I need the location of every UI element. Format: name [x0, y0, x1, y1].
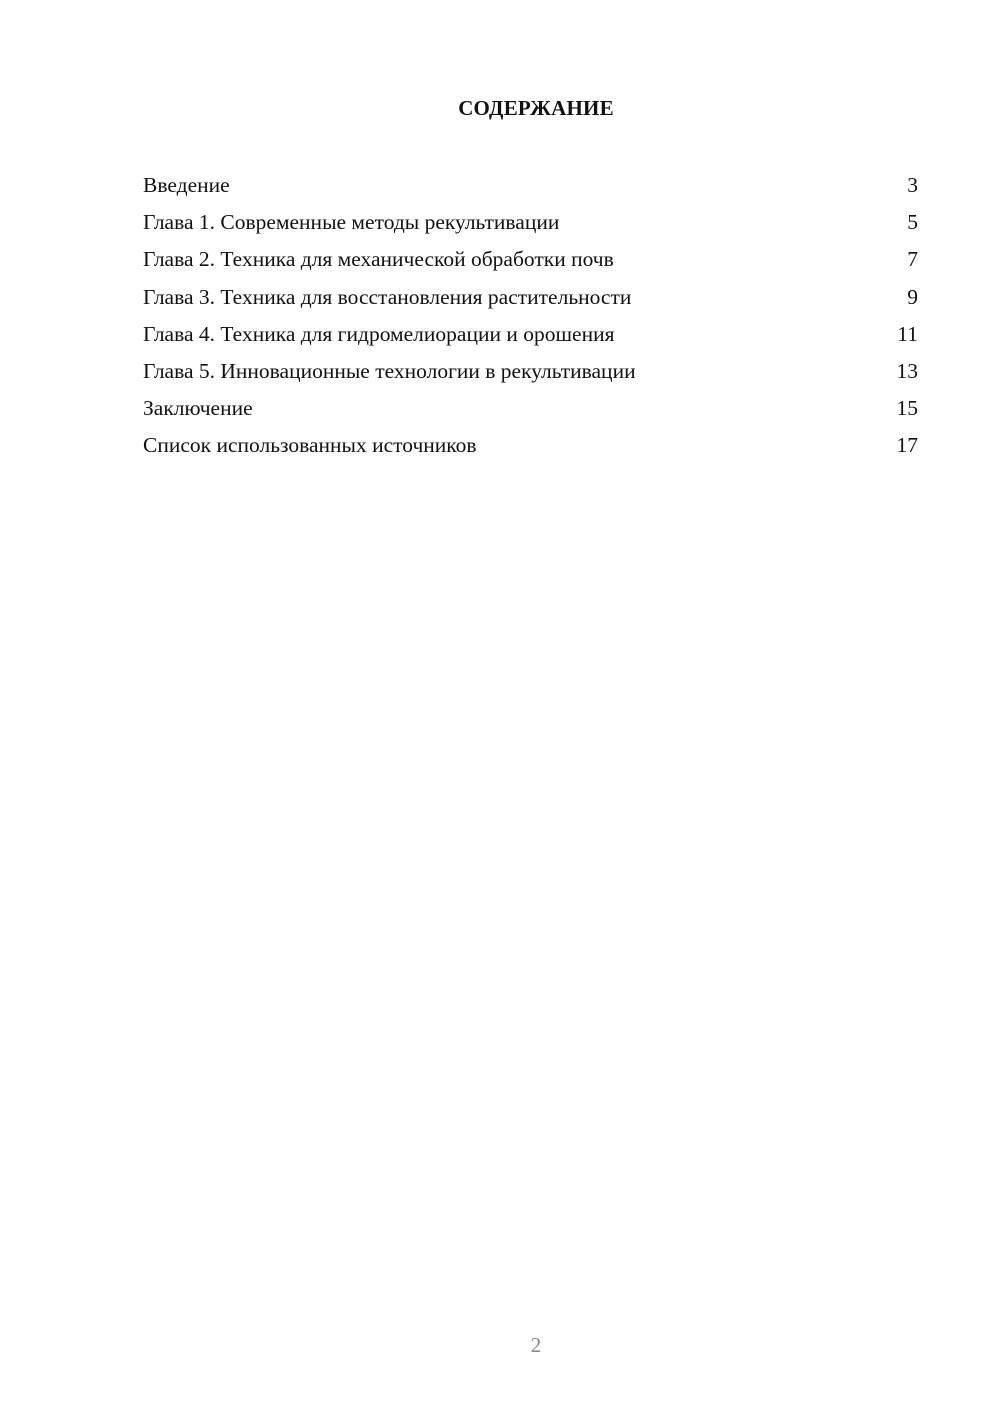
toc-entry-label: Глава 2. Техника для механической обработки почв	[143, 247, 614, 272]
toc-entry-introduction	[143, 170, 918, 207]
toc-entry-label: Введение	[143, 173, 230, 197]
table-of-contents	[143, 170, 918, 468]
toc-entry-label: Глава 3. Техника для восстановления растительности	[143, 284, 632, 309]
toc-entry-chapter-2	[143, 244, 918, 281]
toc-entry-label: Глава 5. Инновационные технологии в рекультивации	[143, 358, 636, 383]
toc-entry-page: 7	[907, 247, 918, 272]
toc-entry-page: 15	[896, 396, 918, 421]
toc-entry-label: Заключение	[143, 396, 253, 421]
toc-entry-conclusion	[143, 393, 918, 430]
toc-entry-chapter-5	[143, 356, 918, 393]
toc-entry-label: Список использованных источников	[143, 433, 477, 458]
page-number: 2	[530, 1333, 542, 1357]
toc-entry-label: Глава 4. Техника для гидромелиорации и орошения	[143, 321, 615, 346]
toc-entry-references	[143, 430, 918, 467]
toc-entry-page: 11	[897, 321, 918, 346]
toc-entry-label: Глава 1. Современные методы рекультивации	[143, 210, 560, 235]
toc-entry-page: 5	[907, 210, 918, 235]
toc-entry-page: 17	[896, 433, 918, 458]
toc-entry-page: 13	[896, 358, 918, 383]
toc-entry-chapter-3	[143, 282, 918, 319]
toc-entry-chapter-1	[143, 207, 918, 244]
toc-entry-page: 9	[907, 284, 918, 309]
page-title: СОДЕРЖАНИЕ	[458, 96, 614, 120]
toc-entry-chapter-4	[143, 319, 918, 356]
toc-entry-page: 3	[907, 173, 918, 197]
